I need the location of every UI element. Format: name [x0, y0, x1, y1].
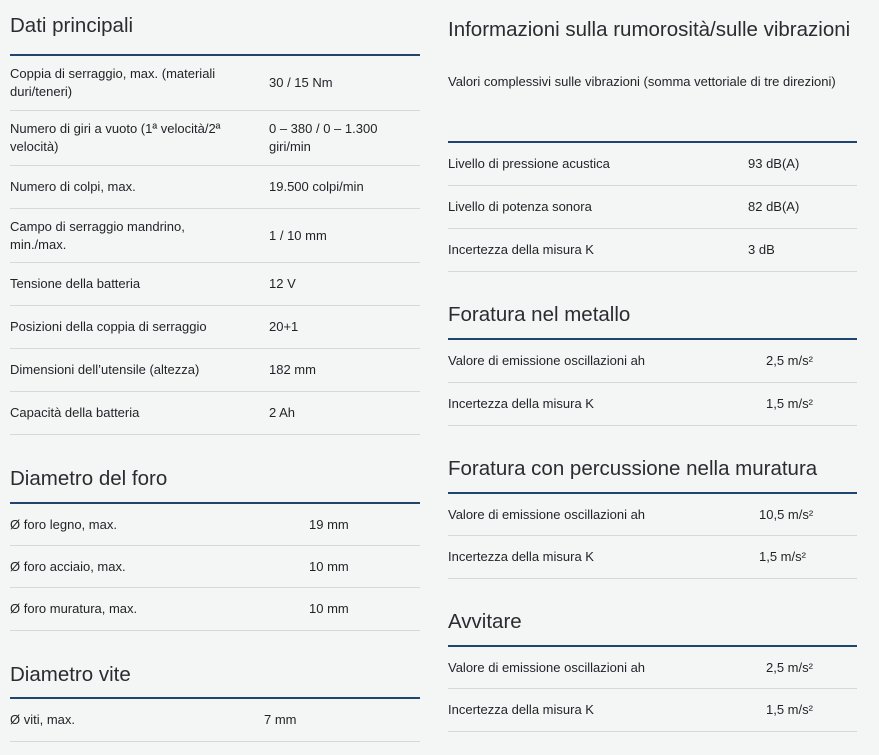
row-label: Ø foro acciaio, max.	[10, 558, 126, 574]
table-row	[448, 186, 857, 229]
table-diametro-vite	[10, 699, 420, 742]
row-value: 2 Ah	[269, 405, 296, 420]
table-row	[10, 209, 420, 263]
table-dati-principali	[10, 56, 420, 435]
table-foratura-muratura	[448, 494, 857, 579]
row-label: Incertezza della misura K	[448, 396, 594, 411]
row-value: 12 V	[269, 276, 296, 291]
section-title-foratura-muratura: Foratura con percussione nella muratura	[448, 456, 857, 494]
table-row	[448, 340, 857, 383]
row-label: Livello di pressione acustica	[448, 156, 610, 171]
row-value: 10,5 m/s²	[759, 506, 814, 522]
row-value: 10 mm	[309, 558, 349, 574]
row-label: Livello di potenza sonora	[448, 199, 592, 214]
row-label: Capacità della batteria	[10, 405, 140, 420]
table-row	[448, 383, 857, 426]
table-row	[448, 647, 857, 689]
table-row	[10, 349, 420, 392]
row-label: Ø viti, max.	[10, 712, 76, 727]
table-row	[448, 536, 857, 579]
row-value: 3 dB	[748, 242, 775, 257]
row-label: Dimensioni dell’utensile (altezza)	[10, 362, 200, 377]
table-avvitare	[448, 647, 857, 732]
row-value: 182 mm	[269, 362, 316, 377]
table-row	[10, 56, 420, 111]
row-label: Ø foro legno, max.	[10, 516, 117, 532]
table-row	[448, 143, 857, 186]
table-row	[10, 504, 420, 546]
row-label: Coppia di serraggio, max. (materiali duri/teneri)	[10, 66, 216, 99]
table-row	[10, 306, 420, 349]
row-label: Valore di emissione oscillazioni ah	[448, 659, 646, 675]
row-label: Valore di emissione oscillazioni ah	[448, 353, 646, 368]
row-value: 19 mm	[309, 516, 349, 532]
table-row	[448, 229, 857, 272]
table-row	[10, 392, 420, 435]
table-diametro-foro	[10, 504, 420, 631]
row-value: 2,5 m/s²	[766, 659, 813, 675]
table-row	[10, 588, 420, 631]
vibration-note: Valori complessivi sulle vibrazioni (somma vettoriale di tre direzioni)	[448, 74, 836, 89]
table-foratura-metallo	[448, 340, 857, 426]
row-label: Numero di colpi, max.	[10, 179, 136, 194]
row-label: Posizioni della coppia di serraggio	[10, 319, 207, 334]
row-value: 1,5 m/s²	[766, 702, 813, 717]
table-row	[10, 699, 420, 742]
row-label: Incertezza della misura K	[448, 549, 594, 564]
row-value: 93 dB(A)	[748, 156, 800, 171]
table-row	[10, 166, 420, 209]
section-title-diametro-foro: Diametro del foro	[10, 466, 420, 504]
table-rumorosita	[448, 143, 857, 272]
row-label: Incertezza della misura K	[448, 702, 594, 717]
section-title-diametro-vite: Diametro vite	[10, 662, 420, 699]
row-value: 19.500 colpi/min	[269, 179, 364, 194]
row-value: 1,5 m/s²	[766, 396, 813, 411]
row-label: Campo di serraggio mandrino, min./max.	[10, 218, 185, 252]
row-value: 1 / 10 mm	[269, 227, 327, 243]
section-title-dati-principali: Dati principali	[10, 13, 420, 56]
row-value: 20+1	[269, 319, 299, 334]
table-row	[10, 546, 420, 588]
table-row	[448, 494, 857, 536]
section-title-avvitare: Avvitare	[448, 609, 857, 647]
row-value: 82 dB(A)	[748, 199, 800, 214]
row-value: 10 mm	[309, 601, 349, 616]
table-row	[448, 689, 857, 732]
row-value: 2,5 m/s²	[766, 353, 813, 368]
row-label: Numero di giri a vuoto (1ª velocità/2ª velocità)	[10, 121, 221, 154]
row-value: 0 – 380 / 0 – 1.300 giri/min	[269, 121, 378, 154]
section-title-rumorosita: Informazioni sulla rumorosità/sulle vibrazioni	[448, 18, 851, 41]
section-title-foratura-metallo: Foratura nel metallo	[448, 302, 857, 340]
row-label: Valore di emissione oscillazioni ah	[448, 506, 646, 522]
row-value: 30 / 15 Nm	[269, 75, 333, 90]
row-label: Tensione della batteria	[10, 276, 141, 291]
row-value: 1,5 m/s²	[759, 549, 806, 564]
row-value: 7 mm	[264, 712, 297, 727]
row-label: Ø foro muratura, max.	[10, 601, 138, 616]
row-label: Incertezza della misura K	[448, 242, 594, 257]
table-row	[10, 111, 420, 166]
table-row	[10, 263, 420, 306]
